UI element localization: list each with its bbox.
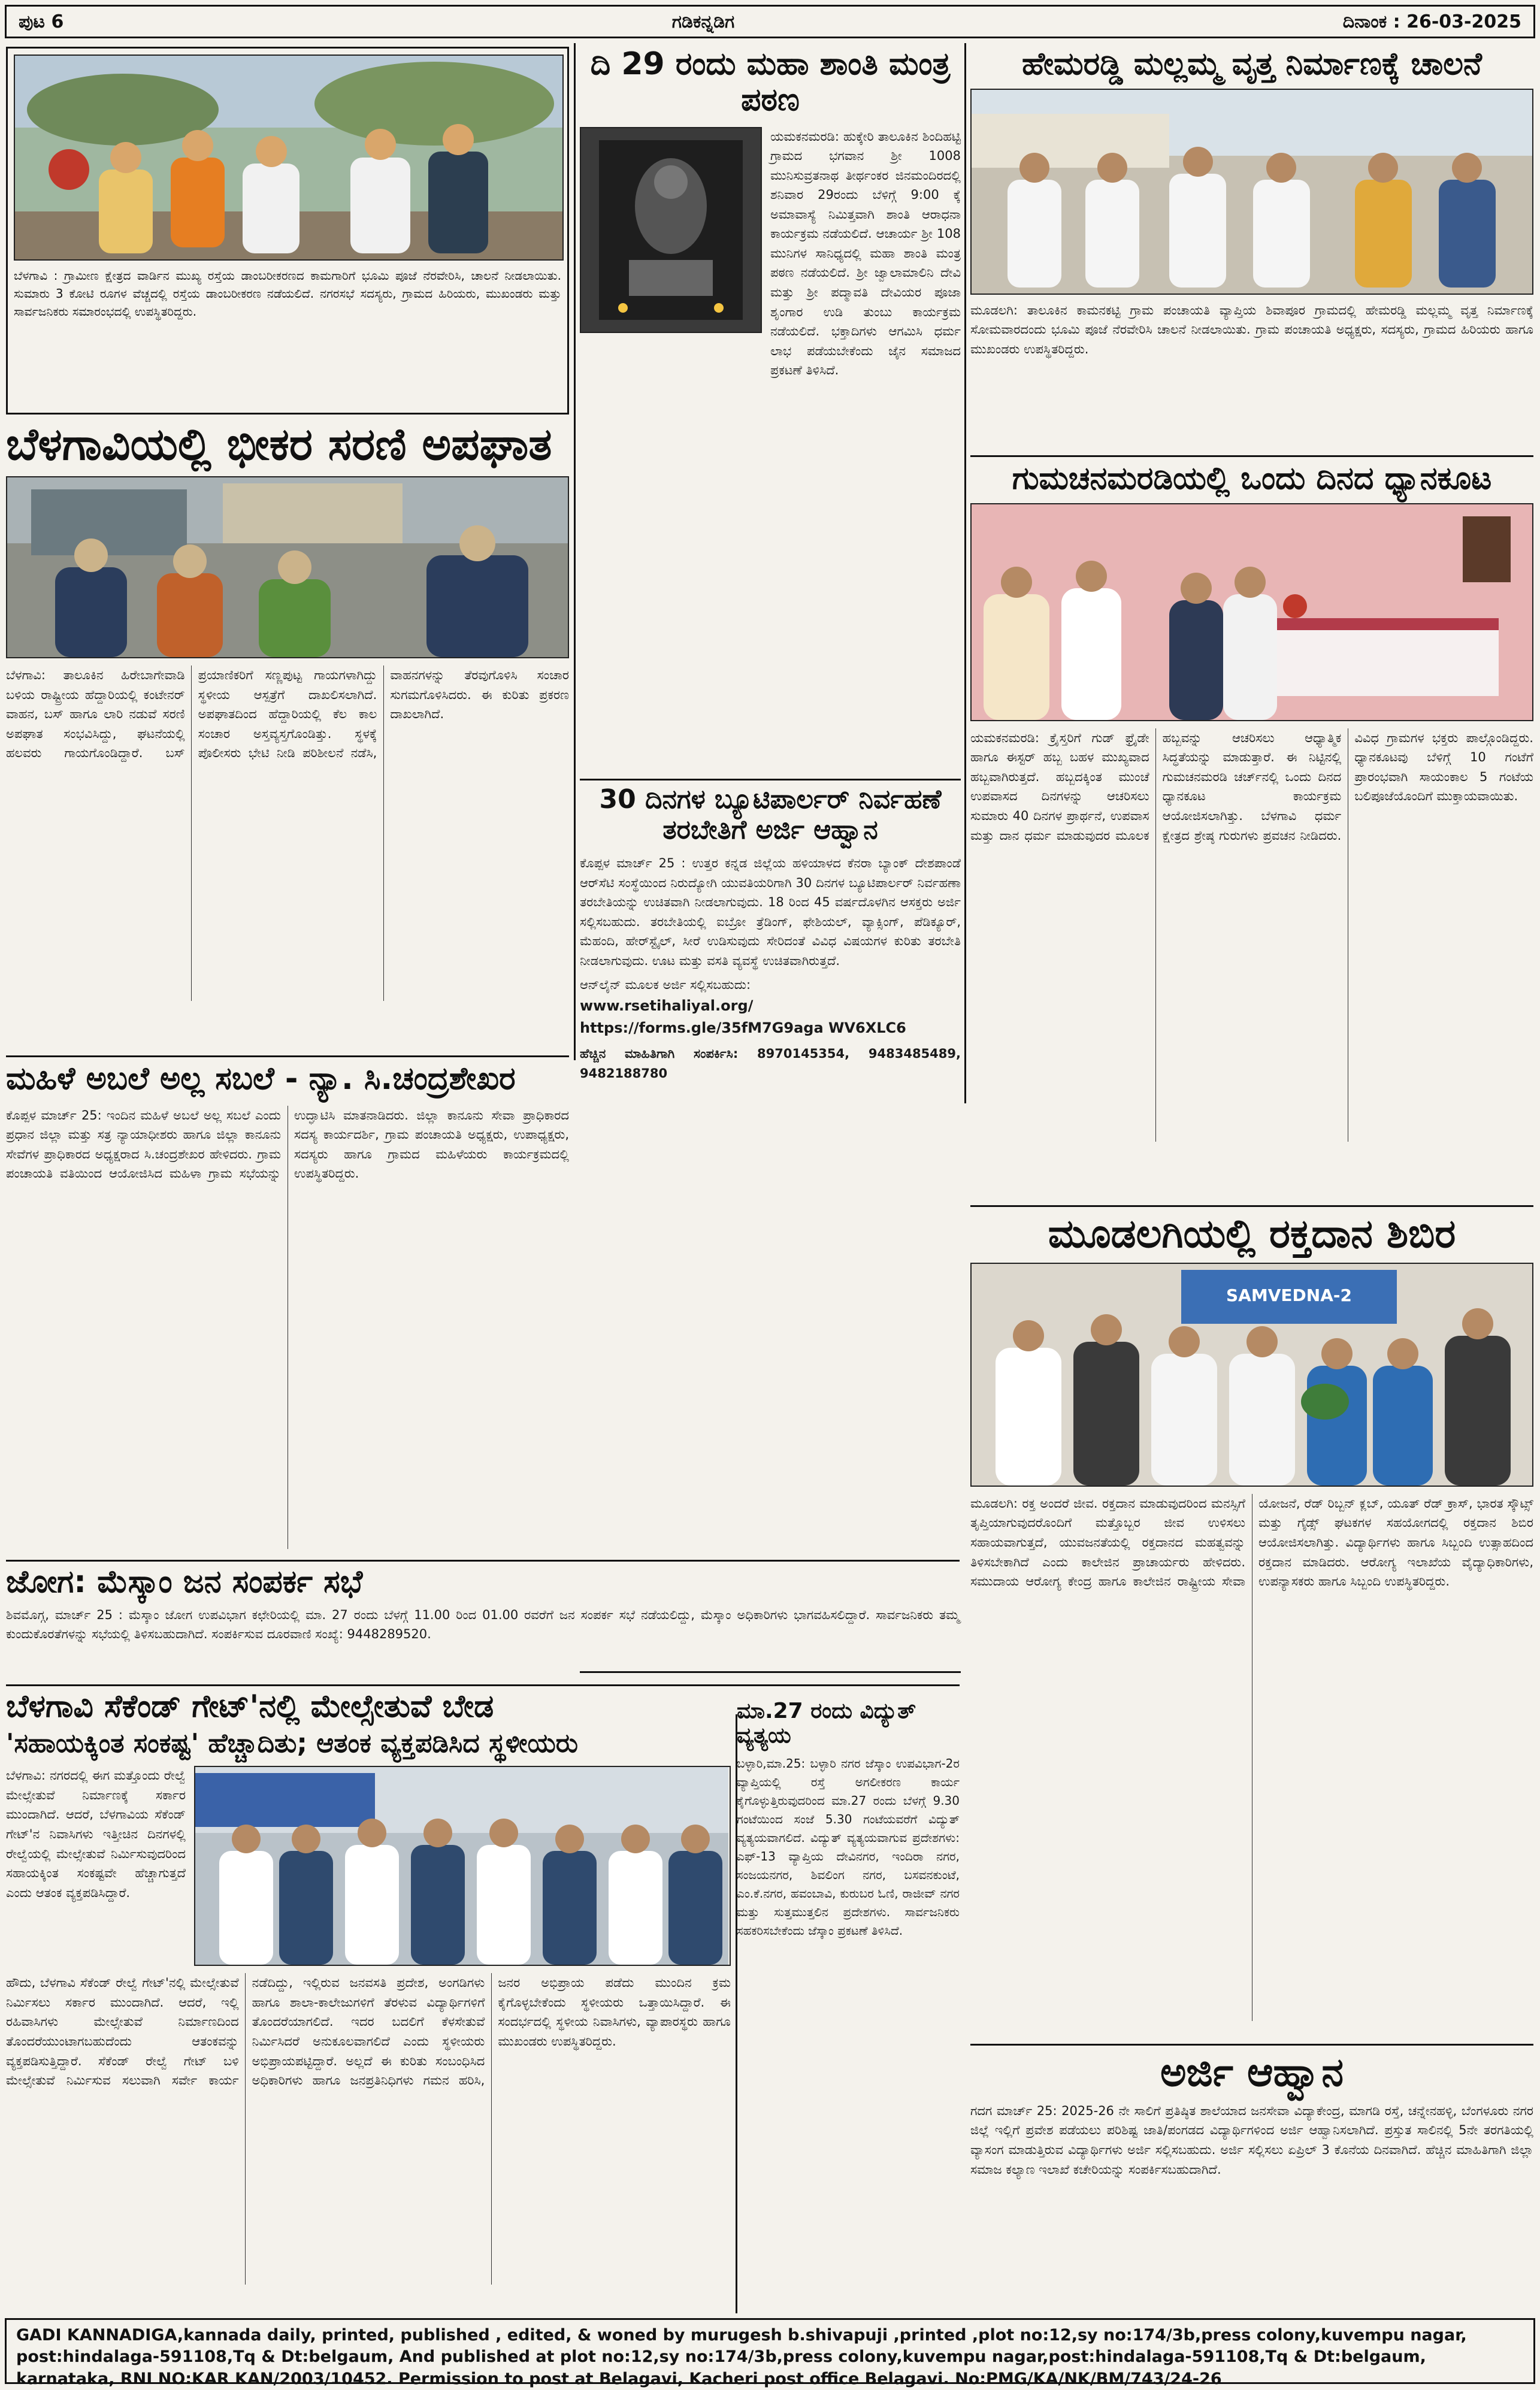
story-blood-donation-banner-text: SAMVEDNA-2	[1226, 1285, 1352, 1305]
story-accident-body: ಬೆಳಗಾವಿ: ತಾಲೂಕಿನ ಹಿರೇಬಾಗೇವಾಡಿ ಬಳಿಯ ರಾಷ್ಟ್ರೀಯ ಹೆದ್ದಾರಿಯಲ್ಲಿ ಕಂಟೇನರ್ ವಾಹನ, ಬಸ್ ಹಾಗೂ ಲಾರಿ ನಡುವೆ ಸರಣಿ ಅಪಘಾತ ಸಂಭವಿಸಿದ್ದು, ಘಟನೆಯಲ್ಲಿ ಹಲವರು ಗಾಯಗೊಂಡಿದ್ದಾರೆ. ಬಸ್ ಪ್ರಯಾಣಿಕರಿಗೆ ಸಣ್ಣಪುಟ್ಟ ಗಾಯಗಳಾಗಿದ್ದು ಸ್ಥಳೀಯ ಆಸ್ಪತ್ರೆಗೆ ದಾಖಲಿಸಲಾಗಿದೆ. ಅಪಘಾತದಿಂದ ಹೆದ್ದಾರಿಯಲ್ಲಿ ಕೆಲ ಕಾಲ ಸಂಚಾರ ಅಸ್ತವ್ಯಸ್ತಗೊಂಡಿತ್ತು. ಸ್ಥಳಕ್ಕೆ ಪೊಲೀಸರು ಭೇಟಿ ನೀಡಿ ಪರಿಶೀಲನೆ ನಡೆಸಿ, ವಾಹನಗಳನ್ನು ತೆರವುಗೊಳಿಸಿ ಸಂಚಾರ ಸುಗಮಗೊಳಿಸಿದರು. ಈ ಕುರಿತು ಪ್ರಕರಣ ದಾಖಲಾಗಿದೆ.	[6, 668, 569, 761]
story-women-body: ಕೊಪ್ಪಳ ಮಾರ್ಚ್ 25: ಇಂದಿನ ಮಹಿಳೆ ಅಬಲೆ ಅಲ್ಲ ಸಬಲೆ ಎಂದು ಪ್ರಧಾನ ಜಿಲ್ಲಾ ಮತ್ತು ಸತ್ರ ನ್ಯಾಯಾಧೀಶರು ಹಾಗೂ ಜಿಲ್ಲಾ ಕಾನೂನು ಸೇವೆಗಳ ಪ್ರಾಧಿಕಾರದ ಅಧ್ಯಕ್ಷರಾದ ಸಿ.ಚಂದ್ರಶೇಖರ ಹೇಳಿದರು. ಗ್ರಾಮ ಪಂಚಾಯತಿ ವತಿಯಿಂದ ಆಯೋಜಿಸಿದ ಮಹಿಳಾ ಗ್ರಾಮ ಸಭೆಯನ್ನು ಉದ್ಘಾಟಿಸಿ ಮಾತನಾಡಿದರು. ಜಿಲ್ಲಾ ಕಾನೂನು ಸೇವಾ ಪ್ರಾಧಿಕಾರದ ಸದಸ್ಯ ಕಾರ್ಯದರ್ಶಿ, ಗ್ರಾಮ ಪಂಚಾಯತಿ ಅಧ್ಯಕ್ಷರು, ಉಪಾಧ್ಯಕ್ಷರು, ಸದಸ್ಯರು ಹಾಗೂ ಗ್ರಾಮದ ಮಹಿಳೆಯರು ಕಾರ್ಯಕ್ರಮದಲ್ಲಿ ಉಪಸ್ಥಿತರಿದ್ದರು.	[6, 1108, 569, 1181]
story-mescom	[6, 1565, 960, 1684]
story-blood-donation-headline: ಮೂಡಲಗಿಯಲ್ಲಿ ರಕ್ತದಾನ ಶಿಬಿರ	[1048, 1211, 1456, 1257]
story-shanti-mantra-body-a: ಯಮಕನಮರಡಿ: ಹುಕ್ಕೇರಿ ತಾಲೂಕಿನ ಶಿಂದಿಹಟ್ಟಿ ಗ್ರಾಮದ ಭಗವಾನ ಶ್ರೀ 1008 ಮುನಿಸುವ್ರತನಾಥ ತೀರ್ಥಂಕರ ಜಿನಮಂದಿರದಲ್ಲಿ ಶನಿವಾರ 29ರಂದು ಬೆಳಿಗ್ಗೆ 9:00 ಕ್ಕೆ ಅಮಾವಾಸ್ಯೆ ನಿಮಿತ್ತವಾಗಿ ಶಾಂತಿ ಆರಾಧನಾ ಕಾರ್ಯಕ್ರಮ ನಡೆಯಲಿದೆ. ಆಚಾರ್ಯ ಶ್ರೀ 108 ಮುನಿಗಳ ಸಾನಿಧ್ಯದಲ್ಲಿ ಮಹಾ ಶಾಂತಿ ಮಂತ್ರ ಪಠಣ ನಡೆಯಲಿದೆ. ಶ್ರೀ ಜ್ವಾಲಾಮಾಲಿನಿ ದೇವಿ ಮತ್ತು ಶ್ರೀ ಪದ್ಮಾವತಿ ದೇವಿಯರ ಪೂಜಾ ಶೃಂಗಾರ ಉಡಿ ತುಂಬು ಕಾರ್ಯಕ್ರಮ ನಡೆಯಲಿದೆ. ಭಕ್ತಾದಿಗಳು ಆಗಮಿಸಿ ಧರ್ಮ ಲಾಭ ಪಡೆಯಬೇಕೆಂದು ಜೈನ ಸಮಾಜದ ಪ್ರಕಟಣೆ ತಿಳಿಸಿದೆ.	[770, 129, 961, 378]
story-women-headline: ಮಹಿಳೆ ಅಬಲೆ ಅಲ್ಲ ಸಬಲೆ - ನ್ಯಾ. ಸಿ.ಚಂದ್ರಶೇಖರ	[6, 1061, 516, 1097]
page-number: ಪುಟ 6	[19, 11, 64, 32]
story-circle-photo	[970, 89, 1533, 295]
story-mescom-headline: ಜೋಗ: ಮೆಸ್ಕಾಂ ಜನ ಸಂಪರ್ಕ ಸಭೆ	[6, 1564, 363, 1600]
story-second-gate-intro: ಬೆಳಗಾವಿ: ನಗರದಲ್ಲಿ ಈಗ ಮತ್ತೊಂದು ರೇಲ್ವೆ ಮೇಲ್ಸೇತುವೆ ನಿರ್ಮಾಣಕ್ಕೆ ಸರ್ಕಾರ ಮುಂದಾಗಿದೆ. ಆದರೆ, ಬೆಳಗಾವಿಯ ಸೆಕೆಂಡ್ ಗೇಟ್'ನ ನಿವಾಸಿಗಳು ಇತ್ತೀಚಿನ ದಿನಗಳಲ್ಲಿ ರೇಲ್ವೆಯಲ್ಲಿ ಮೇಲ್ಸೇತುವೆ ನಿರ್ಮಿಸುವುದರಿಂದ ಸಹಾಯಕ್ಕಿಂತ ಸಂಕಷ್ಟವೇ ಹೆಚ್ಚಾಗುತ್ತದೆ ಎಂದು ಆತಂಕ ವ್ಯಕ್ತಪಡಿಸಿದ್ದಾರೆ.	[6, 1768, 186, 1900]
story-accident-headline: ಬೆಳಗಾವಿಯಲ್ಲಿ ಭೀಕರ ಸರಣಿ ಅಪಘಾತ	[6, 419, 552, 470]
story-shanti-mantra-headline: ದಿ 29 ರಂದು ಮಹಾ ಶಾಂತಿ ಮಂತ್ರ ಪಠಣ	[590, 46, 951, 118]
story-retreat-photo	[970, 503, 1533, 721]
story-power-cut-headline: ಮಾ.27 ರಂದು ವಿದ್ಯುತ್ ವ್ಯತ್ಯಯ	[737, 1699, 916, 1748]
story-circle-body: ಮೂಡಲಗಿ: ತಾಲೂಕಿನ ಕಾಮನಕಟ್ಟಿ ಗ್ರಾಮ ಪಂಚಾಯತಿ ವ್ಯಾಪ್ತಿಯ ಶಿವಾಪೂರ ಗ್ರಾಮದಲ್ಲಿ ಹೇಮರಡ್ಡಿ ಮಲ್ಲಮ್ಮ ವೃತ್ತ ನಿರ್ಮಾಣಕ್ಕೆ ಸೋಮವಾರದಂದು ಭೂಮಿ ಪೂಜೆ ನೆರವೇರಿಸಿ ಚಾಲನೆ ನೀಡಲಾಯಿತು. ಗ್ರಾಮ ಪಂಚಾಯತಿ ಅಧ್ಯಕ್ಷರು, ಸದಸ್ಯರು, ಗ್ರಾಮದ ಹಿರಿಯರು ಹಾಗೂ ಮುಖಂಡರು ಉಪಸ್ಥಿತರಿದ್ದರು.	[970, 302, 1533, 356]
story-road-works-caption: ಬೆಳಗಾವಿ : ಗ್ರಾಮೀಣ ಕ್ಷೇತ್ರದ ವಾರ್ಡಿನ ಮುಖ್ಯ ರಸ್ತೆಯ ಡಾಂಬರೀಕರಣದ ಕಾಮಗಾರಿಗೆ ಭೂಮಿ ಪೂಜೆ ನೆರವೇರಿಸಿ, ಚಾಲನೆ ನೀಡಲಾಯಿತು. ಸುಮಾರು 3 ಕೋಟಿ ರೂಗಳ ವೆಚ್ಚದಲ್ಲಿ ರಸ್ತೆಯ ಡಾಂಬರೀಕರಣ ನಡೆಯಲಿದೆ. ನಗರಸಭೆ ಸದಸ್ಯರು, ಗ್ರಾಮದ ಹಿರಿಯರು, ಮುಖಂಡರು ಮತ್ತು ಸಾರ್ವಜನಿಕರು ಸಮಾರಂಭದಲ್ಲಿ ಉಪಸ್ಥಿತರಿದ್ದರು.	[14, 268, 561, 319]
story-blood-donation-photo	[970, 1263, 1533, 1487]
story-second-gate-subheadline: 'ಸಹಾಯಕ್ಕಿಂತ ಸಂಕಷ್ಟ' ಹೆಚ್ಚಾದಿತು; ಆತಂಕ ವ್ಯಕ್ತಪಡಿಸಿದ ಸ್ಥಳೀಯರು	[6, 1728, 578, 1759]
story-women	[6, 1061, 569, 1565]
story-accident-photo	[6, 476, 569, 658]
story-accident	[6, 419, 569, 1048]
story-second-gate-headline: ಬೆಳಗಾವಿ ಸೆಕೆಂಡ್ ಗೇಟ್'ನಲ್ಲಿ ಮೇಲ್ಸೇತುವೆ ಬೇಡ	[6, 1689, 494, 1725]
story-second-gate-photo	[194, 1766, 731, 1966]
story-mescom-body: ಶಿವಮೊಗ್ಗ, ಮಾರ್ಚ್ 25 : ಮೆಸ್ಕಾಂ ಜೋಗ ಉಪವಿಭಾಗ ಕಛೇರಿಯಲ್ಲಿ ಮಾ. 27 ರಂದು ಬೆಳಗ್ಗೆ 11.00 ರಿಂದ 01.00 ರವರೆಗೆ ಜನ ಸಂಪರ್ಕ ಸಭೆ ನಡೆಯಲಿದ್ದು, ಮೆಸ್ಕಾಂ ಅಧಿಕಾರಿಗಳು ಭಾಗವಹಿಸಲಿದ್ದಾರೆ. ಸಾರ್ವಜನಿಕರು ತಮ್ಮ ಕುಂದುಕೊರತೆಗಳನ್ನು ಸಭೆಯಲ್ಲಿ ತಿಳಿಸಬಹುದಾಗಿದೆ. ಸಂಪರ್ಕಿಸುವ ದೂರವಾಣಿ ಸಂಖ್ಯೆ: 9448289520.	[6, 1607, 960, 1642]
story-second-gate	[6, 1689, 731, 2313]
story-retreat	[970, 461, 1533, 1204]
issue-date: ದಿನಾಂಕ : 26-03-2025	[1342, 11, 1521, 32]
newspaper-name: ಗಡಿಕನ್ನಡಿಗ	[671, 11, 735, 32]
story-beauty-parlour-body: ಕೊಪ್ಪಳ ಮಾರ್ಚ್ 25 : ಉತ್ತರ ಕನ್ನಡ ಜಿಲ್ಲೆಯ ಹಳಿಯಾಳದ ಕೆನರಾ ಬ್ಯಾಂಕ್ ದೇಶಪಾಂಡೆ ಆರ್‌ಸೆಟಿ ಸಂಸ್ಥೆಯಿಂದ ನಿರುದ್ಯೋಗಿ ಯುವತಿಯರಿಗಾಗಿ 30 ದಿನಗಳ ಬ್ಯೂಟಿಪಾರ್ಲರ್ ನಿರ್ವಹಣಾ ತರಬೇತಿಯನ್ನು ಉಚಿತವಾಗಿ ನೀಡಲಾಗುವುದು. 18 ರಿಂದ 45 ವರ್ಷದೊಳಗಿನ ಆಸಕ್ತರು ಅರ್ಜಿ ಸಲ್ಲಿಸಬಹುದು. ತರಬೇತಿಯಲ್ಲಿ ಐಬ್ರೋ ತ್ರೆಡಿಂಗ್, ಫೇಶಿಯಲ್, ವ್ಯಾಕ್ಸಿಂಗ್, ಪೆಡಿಕ್ಯೂರ್, ಮೆಹಂದಿ, ಹೇರ್‌ಸ್ಟೈಲ್, ಸೀರೆ ಉಡಿಸುವುದು ಸೇರಿದಂತೆ ವಿವಿಧ ವಿಷಯಗಳ ಕುರಿತು ತರಬೇತಿ ನೀಡಲಾಗುವುದು. ಊಟ ಮತ್ತು ವಸತಿ ವ್ಯವಸ್ಥೆ ಉಚಿತವಾಗಿರುತ್ತದೆ.	[580, 856, 961, 968]
story-beauty-parlour-link[interactable]: www.rsetihaliyal.org/ https://forms.gle/35fM7G9aga WV6XLC6	[580, 997, 906, 1037]
story-beauty-parlour	[580, 785, 961, 1563]
story-second-gate-body: ಹೌದು, ಬೆಳಗಾವಿ ಸೆಕೆಂಡ್ ರೇಲ್ವೆ ಗೇಟ್'ನಲ್ಲಿ ಮೇಲ್ಸೇತುವೆ ನಿರ್ಮಿಸಲು ಸರ್ಕಾರ ಮುಂದಾಗಿದೆ. ಆದರೆ, ಇಲ್ಲಿ ರಹಿವಾಸಿಗಳು ಮೇಲ್ಸೇತುವೆ ನಿರ್ಮಾಣದಿಂದ ತೊಂದರೆಯುಂಟಾಗಬಹುದೆಂದು ಆತಂಕವನ್ನು ವ್ಯಕ್ತಪಡಿಸುತ್ತಿದ್ದಾರೆ. ಸೆಕೆಂಡ್ ರೇಲ್ವೆ ಗೇಟ್ ಬಳಿ ಮೇಲ್ಸೇತುವೆ ನಿರ್ಮಿಸುವ ಸಲುವಾಗಿ ಸರ್ವೇ ಕಾರ್ಯ ನಡೆದಿದ್ದು, ಇಲ್ಲಿರುವ ಜನವಸತಿ ಪ್ರದೇಶ, ಅಂಗಡಿಗಳು ಹಾಗೂ ಶಾಲಾ-ಕಾಲೇಜುಗಳಿಗೆ ತೆರಳುವ ವಿದ್ಯಾರ್ಥಿಗಳಿಗೆ ತೊಂದರೆಯಾಗಲಿದೆ. ಇದರ ಬದಲಿಗೆ ಕೆಳಸೇತುವೆ ನಿರ್ಮಿಸಿದರೆ ಅನುಕೂಲವಾಗಲಿದೆ ಎಂದು ಸ್ಥಳೀಯರು ಅಭಿಪ್ರಾಯಪಟ್ಟಿದ್ದಾರೆ. ಅಲ್ಲದೆ ಈ ಕುರಿತು ಸಂಬಂಧಿಸಿದ ಅಧಿಕಾರಿಗಳು ಹಾಗೂ ಜನಪ್ರತಿನಿಧಿಗಳು ಗಮನ ಹರಿಸಿ, ಜನರ ಅಭಿಪ್ರಾಯ ಪಡೆದು ಮುಂದಿನ ಕ್ರಮ ಕೈಗೊಳ್ಳಬೇಕೆಂದು ಸ್ಥಳೀಯರು ಒತ್ತಾಯಿಸಿದ್ದಾರೆ. ಈ ಸಂದರ್ಭದಲ್ಲಿ ಸ್ಥಳೀಯ ನಿವಾಸಿಗಳು, ವ್ಯಾಪಾರಸ್ಥರು ಹಾಗೂ ಮುಖಂಡರು ಉಪಸ್ಥಿತರಿದ್ದರು.	[6, 1975, 731, 2088]
story-circle-headline: ಹೇಮರಡ್ಡಿ ಮಲ್ಲಮ್ಮ ವೃತ್ತ ನಿರ್ಮಾಣಕ್ಕೆ ಚಾಲನೆ	[1022, 46, 1482, 82]
story-beauty-parlour-headline: 30 ದಿನಗಳ ಬ್ಯೂಟಿಪಾರ್ಲರ್ ನಿರ್ವಹಣೆ ತರಬೇತಿಗೆ ಅರ್ಜಿ ಆಹ್ವಾನ	[599, 784, 942, 845]
story-shanti-mantra-photo	[580, 127, 762, 333]
story-blood-donation-body: ಮೂಡಲಗಿ: ರಕ್ತ ಅಂದರೆ ಜೀವ. ರಕ್ತದಾನ ಮಾಡುವುದರಿಂದ ಮನಸ್ಸಿಗೆ ತೃಪ್ತಿಯಾಗುವುದರೊಂದಿಗೆ ಮತ್ತೊಬ್ಬರ ಜೀವ ಉಳಿಸಲು ಸಹಾಯವಾಗುತ್ತದೆ, ಯುವಜನತೆಯಲ್ಲಿ ರಕ್ತದಾನದ ಮಹತ್ವವನ್ನು ತಿಳಿಸಬೇಕಾಗಿದೆ ಎಂದು ಕಾಲೇಜಿನ ಪ್ರಾಚಾರ್ಯರು ಹೇಳಿದರು. ಸಮುದಾಯ ಆರೋಗ್ಯ ಕೇಂದ್ರ ಹಾಗೂ ಕಾಲೇಜಿನ ರಾಷ್ಟ್ರೀಯ ಸೇವಾ ಯೋಜನೆ, ರೆಡ್ ರಿಬ್ಬನ್ ಕ್ಲಬ್, ಯೂತ್ ರೆಡ್ ಕ್ರಾಸ್, ಭಾರತ ಸ್ಕೌಟ್ಸ್ ಮತ್ತು ಗೈಡ್ಸ್ ಘಟಕಗಳ ಸಹಯೋಗದಲ್ಲಿ ರಕ್ತದಾನ ಶಿಬಿರ ಆಯೋಜಿಸಲಾಗಿತ್ತು. ವಿದ್ಯಾರ್ಥಿಗಳು ಹಾಗೂ ಸಿಬ್ಬಂದಿ ಉತ್ಸಾಹದಿಂದ ರಕ್ತದಾನ ಮಾಡಿದರು. ಆರೋಗ್ಯ ಇಲಾಖೆಯ ವೈದ್ಯಾಧಿಕಾರಿಗಳು, ಉಪನ್ಯಾಸಕರು ಹಾಗೂ ಸಿಬ್ಬಂದಿ ಉಪಸ್ಥಿತರಿದ್ದರು.	[970, 1496, 1533, 1589]
story-road-works	[6, 47, 569, 415]
story-application	[970, 2050, 1533, 2313]
story-application-body: ಗದಗ ಮಾರ್ಚ್ 25: 2025-26 ನೇ ಸಾಲಿಗೆ ಪ್ರತಿಷ್ಠಿತ ಶಾಲೆಯಾದ ಜನಸೇವಾ ವಿದ್ಯಾಕೇಂದ್ರ, ಮಾಗಡಿ ರಸ್ತೆ, ಚನ್ನೇನಹಳ್ಳಿ, ಬೆಂಗಳೂರು ನಗರ ಜಿಲ್ಲೆ ಇಲ್ಲಿಗೆ ಪ್ರವೇಶ ಪಡೆಯಲು ಪರಿಶಿಷ್ಟ ಜಾತಿ/ಪಂಗಡದ ವಿದ್ಯಾರ್ಥಿಗಳಿಂದ ಅರ್ಜಿ ಆಹ್ವಾನಿಸಲಾಗಿದೆ. ಪ್ರಸ್ತುತ ಸಾಲಿನಲ್ಲಿ 5ನೇ ತರಗತಿಯಲ್ಲಿ ವ್ಯಾಸಂಗ ಮಾಡುತ್ತಿರುವ ವಿದ್ಯಾರ್ಥಿಗಳು ಅರ್ಜಿ ಸಲ್ಲಿಸಬಹುದು. ಅರ್ಜಿ ಸಲ್ಲಿಸಲು ಏಪ್ರಿಲ್ 3 ಕೊನೆಯ ದಿನವಾಗಿದೆ. ಹೆಚ್ಚಿನ ಮಾಹಿತಿಗಾಗಿ ಜಿಲ್ಲಾ ಸಮಾಜ ಕಲ್ಯಾಣ ಇಲಾಖೆ ಕಚೇರಿಯನ್ನು ಸಂಪರ್ಕಿಸಬಹುದಾಗಿದೆ.	[970, 2103, 1533, 2177]
story-shanti-mantra	[580, 47, 961, 754]
story-power-cut-body: ಬಳ್ಳಾರಿ,ಮಾ.25: ಬಳ್ಳಾರಿ ನಗರ ಜೆಸ್ಕಾಂ ಉಪವಿಭಾಗ-2ರ ವ್ಯಾಪ್ತಿಯಲ್ಲಿ ರಸ್ತೆ ಅಗಲೀಕರಣ ಕಾರ್ಯ ಕೈಗೊಳ್ಳುತ್ತಿರುವುದರಿಂದ ಮಾ.27 ರಂದು ಬೆಳಗ್ಗೆ 9.30 ಗಂಟೆಯಿಂದ ಸಂಜೆ 5.30 ಗಂಟೆಯವರೆಗೆ ವಿದ್ಯುತ್ ವ್ಯತ್ಯಯವಾಗಲಿದೆ. ವಿದ್ಯುತ್ ವ್ಯತ್ಯಯವಾಗುವ ಪ್ರದೇಶಗಳು: ಎಫ್-13 ವ್ಯಾಪ್ತಿಯ ದೇವಿನಗರ, ಇಂದಿರಾ ನಗರ, ಸಂಜಯನಗರ, ಶಿವಲಿಂಗ ನಗರ, ಬಸವನಕುಂಟೆ, ಎಂ.ಕೆ.ನಗರ, ಹವಂಬಾವಿ, ಕುರುಬರ ಓಣಿ, ರಾಜೀವ್ ನಗರ ಮತ್ತು ಸುತ್ತಮುತ್ತಲಿನ ಪ್ರದೇಶಗಳು. ಸಾರ್ವಜನಿಕರು ಸಹಕರಿಸಬೇಕೆಂದು ಜೆಸ್ಕಾಂ ಪ್ರಕಟಣೆ ತಿಳಿಸಿದೆ.	[737, 1756, 960, 1938]
masthead	[5, 5, 1535, 38]
story-application-headline: ಅರ್ಜಿ ಆಹ್ವಾನ	[1160, 2049, 1344, 2095]
story-retreat-body: ಯಮಕನಮರಡಿ: ಕ್ರೈಸ್ತರಿಗೆ ಗುಡ್ ಫ್ರೈಡೇ ಹಾಗೂ ಈಸ್ಟರ್ ಹಬ್ಬ ಬಹಳ ಮುಖ್ಯವಾದ ಹಬ್ಬವಾಗಿರುತ್ತದೆ. ಹಬ್ಬದಕ್ಕಿಂತ ಮುಂಚೆ ಉಪವಾಸದ ದಿನಗಳನ್ನು ಆಚರಿಸಲು ಸುಮಾರು 40 ದಿನಗಳ ಪ್ರಾರ್ಥನೆ, ಉಪವಾಸ ಮತ್ತು ದಾನ ಧರ್ಮ ಮಾಡುವುದರ ಮೂಲಕ ಹಬ್ಬವನ್ನು ಆಚರಿಸಲು ಆಧ್ಯಾತ್ಮಿಕ ಸಿದ್ಧತೆಯನ್ನು ಮಾಡುತ್ತಾರೆ. ಈ ನಿಟ್ಟಿನಲ್ಲಿ ಗುಮಚನಮರಡಿ ಚರ್ಚ್‌ನಲ್ಲಿ ಒಂದು ದಿನದ ಧ್ಯಾನಕೂಟ ಕಾರ್ಯಕ್ರಮ ಆಯೋಜಿಸಲಾಗಿತ್ತು. ಬೆಳಗಾವಿ ಧರ್ಮ ಕ್ಷೇತ್ರದ ಶ್ರೇಷ್ಠ ಗುರುಗಳು ಪ್ರವಚನ ನೀಡಿದರು. ವಿವಿಧ ಗ್ರಾಮಗಳ ಭಕ್ತರು ಪಾಲ್ಗೊಂಡಿದ್ದರು. ಧ್ಯಾನಕೂಟವು ಬೆಳಿಗ್ಗೆ 10 ಗಂಟೆಗೆ ಪ್ರಾರಂಭವಾಗಿ ಸಾಯಂಕಾಲ 5 ಗಂಟೆಯ ಬಲಿಪೂಜೆಯೊಂದಿಗೆ ಮುಕ್ತಾಯವಾಯಿತು.	[970, 730, 1533, 843]
story-beauty-parlour-contact: ಹೆಚ್ಚಿನ ಮಾಹಿತಿಗಾಗಿ ಸಂಪರ್ಕಿಸಿ: 8970145354, 9483485489, 9482188780	[580, 1046, 961, 1081]
story-blood-donation	[970, 1211, 1533, 2044]
story-road-works-photo	[14, 55, 564, 261]
story-circle	[970, 47, 1533, 514]
imprint-footer: GADI KANNADIGA,kannada daily, printed, published , edited, & woned by murugesh b.shivapuji ,printed ,plot no:12,sy no:174/3b,press colony,kuvempu nagar, post:hindalaga-591108,Tq & Dt:belgaum, And published at plot no:12,sy no:174/3b,press colony,kuvempu nagar,post:hindalaga-591108,Tq & Dt:belgaum, karnataka, RNI NO:KAR KAN/2003/10452. Permission to post at Belagavi, Kacheri post office Belagavi. No:PMG/KA/NK/BM/743/24-26	[5, 2318, 1535, 2384]
story-retreat-headline: ಗುಮಚನಮರಡಿಯಲ್ಲಿ ಒಂದು ದಿನದ ಧ್ಯಾನಕೂಟ	[1012, 461, 1492, 497]
story-power-cut	[737, 1699, 960, 2313]
story-beauty-parlour-link-label: ಆನ್‌ಲೈನ್ ಮೂಲಕ ಅರ್ಜಿ ಸಲ್ಲಿಸಬಹುದು:	[580, 978, 751, 993]
